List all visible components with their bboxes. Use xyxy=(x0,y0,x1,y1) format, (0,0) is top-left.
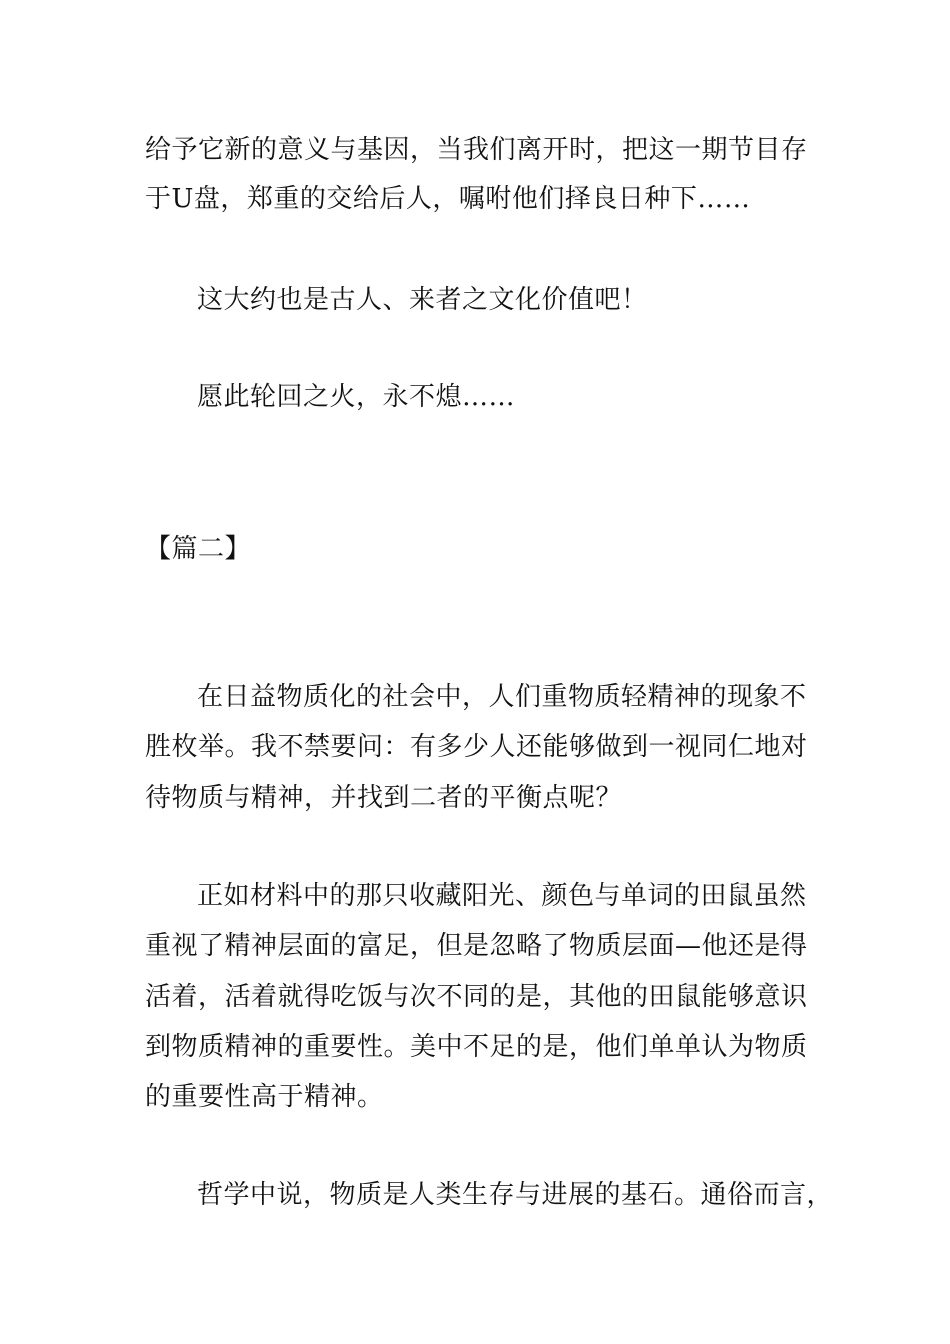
paragraph-line: 这大约也是古人、来者之文化价值吧！ xyxy=(197,285,648,315)
paragraph-line: 重视了精神层面的富足，但是忽略了物质层面—他还是得 xyxy=(145,931,808,961)
paragraph-line: 的重要性高于精神。 xyxy=(145,1082,384,1112)
paragraph-line: 给予它新的意义与基因，当我们离开时，把这一期节目存 xyxy=(145,135,808,165)
paragraph-line: 哲学中说，物质是人类生存与进展的基石。通俗而言， xyxy=(197,1180,834,1210)
paragraph-line: 胜枚举。我不禁要问：有多少人还能够做到一视同仁地对 xyxy=(145,732,808,762)
paragraph-line: 愿此轮回之火，永不熄…… xyxy=(197,382,516,412)
paragraph-line: 待物质与精神，并找到二者的平衡点呢？ xyxy=(145,783,623,813)
paragraph-line: 于U盘，郑重的交给后人，嘱咐他们择良日种下…… xyxy=(145,184,751,214)
paragraph-line: 在日益物质化的社会中，人们重物质轻精神的现象不 xyxy=(197,682,807,712)
paragraph-line: 到物质精神的重要性。美中不足的是，他们单单认为物质 xyxy=(145,1032,808,1062)
section-heading: 【篇二】 xyxy=(145,534,252,564)
paragraph-line: 活着，活着就得吃饭与次不同的是，其他的田鼠能够意识 xyxy=(145,982,808,1012)
paragraph-line: 正如材料中的那只收藏阳光、颜色与单词的田鼠虽然 xyxy=(197,881,807,911)
